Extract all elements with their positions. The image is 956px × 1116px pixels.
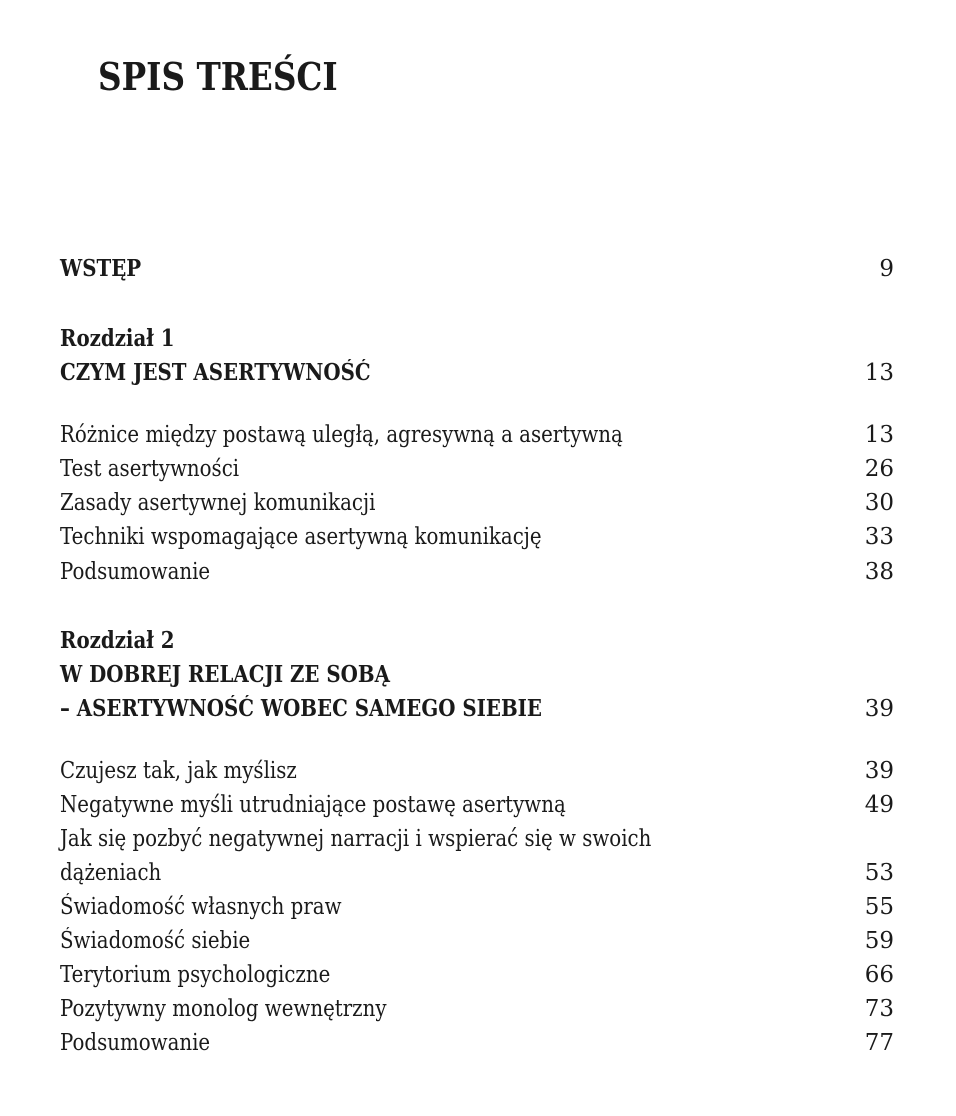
toc-entry-label: Terytorium psychologiczne (60, 962, 331, 988)
toc-entry-wrapped-line[interactable] (60, 822, 894, 856)
toc-entry-page: 39 (864, 696, 894, 722)
toc-entry-page: 66 (864, 962, 894, 988)
toc-entry-page: 77 (864, 1030, 894, 1056)
toc-entry-label: Jak się pozbyć negatywnej narracji i wspierać się w swoich (60, 826, 652, 852)
toc-entry-page: 33 (864, 524, 894, 550)
toc-entry-page: 9 (879, 256, 894, 282)
chapter-number-label: Rozdział 1 (60, 325, 175, 352)
chapter-2-number (60, 624, 894, 658)
page-title: SPIS TREŚCI (98, 54, 338, 99)
toc-entry-label: Różnice między postawą uległą, agresywną a asertywną (60, 422, 623, 448)
chapter-number-label: Rozdział 2 (60, 627, 175, 654)
toc-entry-label: Zasady asertywnej komunikacji (60, 490, 376, 516)
chapter-2-title-line (60, 658, 894, 692)
toc-entry[interactable] (60, 486, 894, 520)
toc-entry-label: Czujesz tak, jak myślisz (60, 758, 297, 784)
toc-entry[interactable] (60, 452, 894, 486)
toc-entry-label: Negatywne myśli utrudniające postawę asertywną (60, 792, 566, 818)
toc-entry[interactable] (60, 555, 894, 589)
toc-entry[interactable] (60, 890, 894, 924)
toc-entry-label: Techniki wspomagające asertywną komunikację (60, 524, 542, 550)
toc-entry-page: 13 (864, 422, 894, 448)
chapter-1-number (60, 322, 894, 356)
toc-entry-label: Podsumowanie (60, 559, 211, 585)
toc-entry-label: WSTĘP (60, 255, 142, 282)
toc-entry-label: Świadomość własnych praw (60, 894, 342, 920)
toc-entry[interactable] (60, 520, 894, 554)
toc-entry-page: 53 (864, 860, 894, 886)
toc-entry-page: 30 (864, 490, 894, 516)
toc-entry-label: Test asertywności (60, 456, 240, 482)
chapter-title: CZYM JEST ASERTYWNOŚĆ (60, 359, 371, 386)
toc-entry-page: 73 (864, 996, 894, 1022)
toc-entry[interactable] (60, 992, 894, 1026)
toc-entry[interactable] (60, 856, 894, 890)
toc-entry-label: dążeniach (60, 860, 162, 886)
toc-entry[interactable] (60, 1026, 894, 1060)
toc-entry[interactable] (60, 958, 894, 992)
toc-entry-chapter-2[interactable] (60, 692, 894, 726)
toc-entry-page: 26 (864, 456, 894, 482)
chapter-title: W DOBREJ RELACJI ZE SOBĄ (60, 661, 390, 688)
toc-entry-chapter-1[interactable] (60, 356, 894, 390)
toc-entry-page: 59 (864, 928, 894, 954)
toc-entry[interactable] (60, 924, 894, 958)
toc-entry-page: 39 (864, 758, 894, 784)
toc-entry-label: Pozytywny monolog wewnętrzny (60, 996, 387, 1022)
toc-entry-label: Świadomość siebie (60, 928, 251, 954)
toc-entry-label: Podsumowanie (60, 1030, 211, 1056)
toc-entry-page: 55 (864, 894, 894, 920)
toc-entry-page: 38 (864, 559, 894, 585)
toc-entry[interactable] (60, 418, 894, 452)
toc-entry[interactable] (60, 788, 894, 822)
toc-entry-page: 49 (864, 792, 894, 818)
chapter-subtitle: – ASERTYWNOŚĆ WOBEC SAMEGO SIEBIE (60, 695, 543, 722)
toc-entry-page: 13 (864, 360, 894, 386)
toc-entry[interactable] (60, 754, 894, 788)
toc-entry-intro[interactable] (60, 252, 894, 286)
